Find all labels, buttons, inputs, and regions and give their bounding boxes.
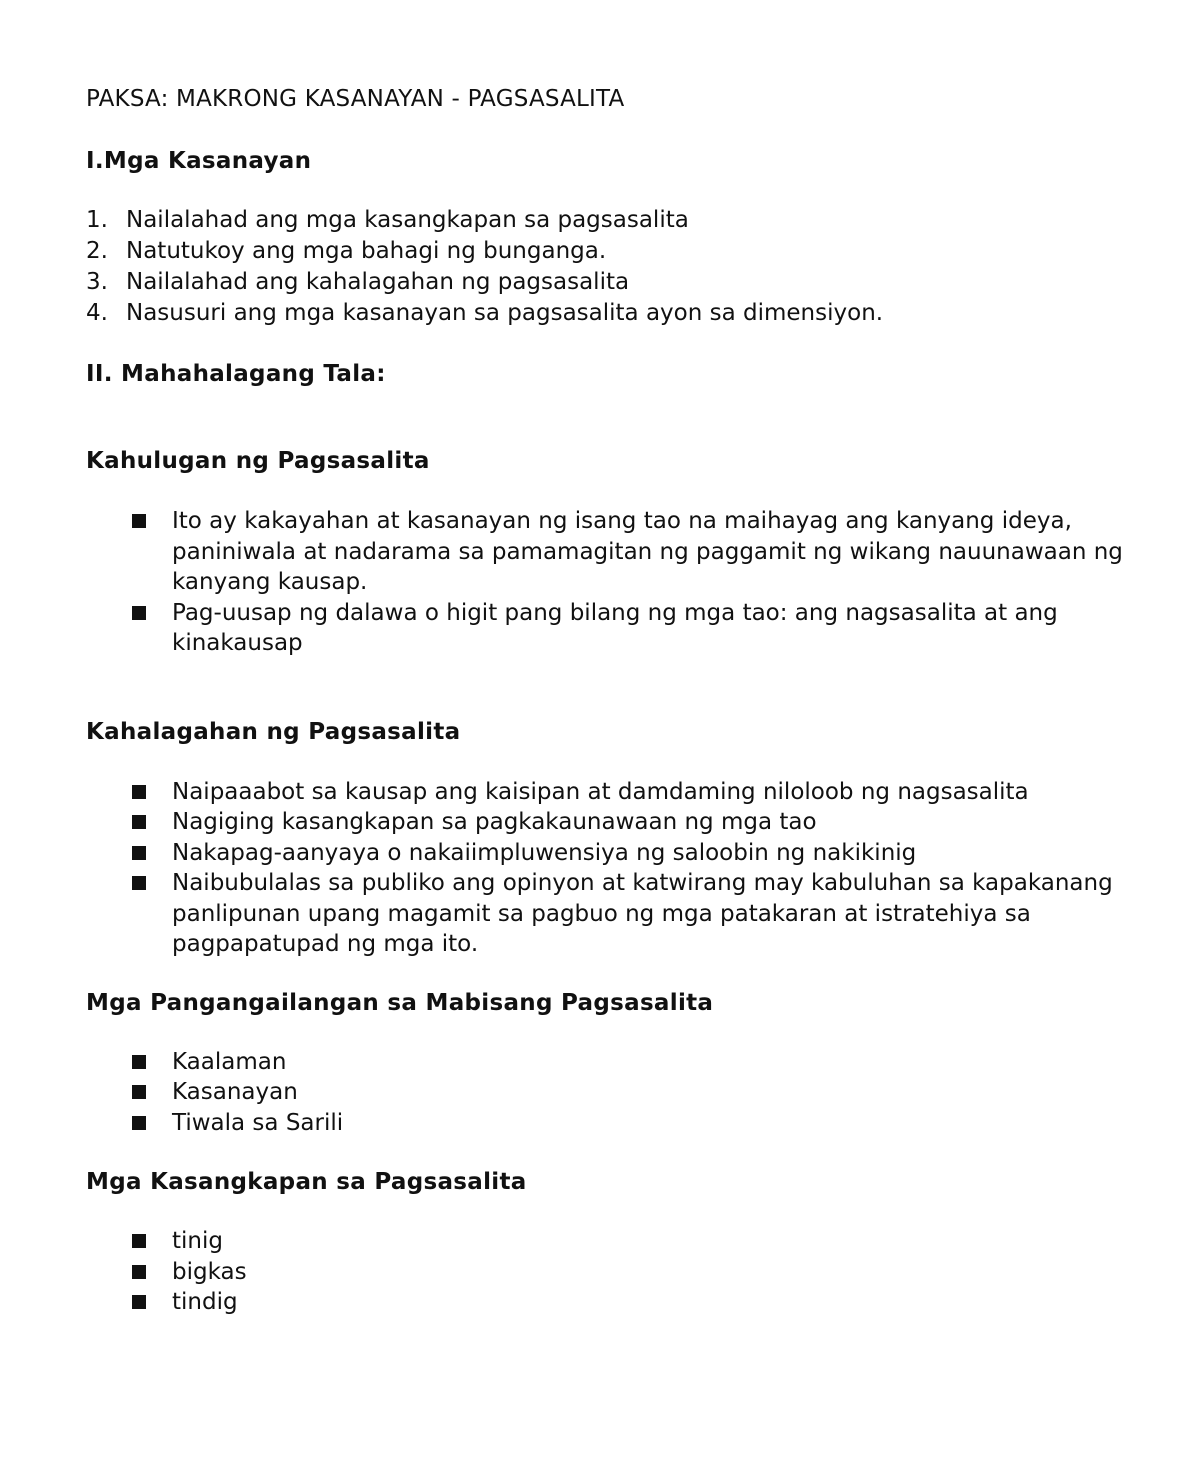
square-bullet-icon bbox=[130, 1047, 172, 1077]
square-bullet-icon bbox=[130, 1257, 172, 1287]
list-text: bigkas bbox=[172, 1258, 247, 1285]
list-text: Nasusuri ang mga kasanayan sa pagsasalita ayon sa dimensiyon. bbox=[126, 300, 884, 326]
section-heading-mahahalagang-tala: II. Mahahalagang Tala: bbox=[86, 361, 386, 387]
list-number: 1. bbox=[86, 207, 108, 233]
square-bullet-icon bbox=[130, 868, 172, 898]
square-bullet-icon bbox=[130, 598, 172, 628]
section-heading-kasanayan: I.Mga Kasanayan bbox=[86, 148, 312, 174]
section-heading-kahalagahan: Kahalagahan ng Pagsasalita bbox=[86, 718, 461, 745]
bullet-list-kahulugan bbox=[86, 506, 1126, 659]
list-text: Ito ay kakayahan at kasanayan ng isang tao na maihayag ang kanyang ideya, paniniwala at nadarama sa pamamagitan ng paggamit ng wikang nauunawaan ng kanyang kausap. bbox=[172, 508, 1123, 595]
square-bullet-icon bbox=[130, 1226, 172, 1256]
bullet-list-pangangailangan bbox=[86, 1047, 1126, 1139]
list-text: Kasanayan bbox=[172, 1079, 298, 1105]
list-text: Nailalahad ang kahalagahan ng pagsasalita bbox=[126, 269, 630, 295]
list-item bbox=[130, 506, 1126, 598]
list-item bbox=[130, 1047, 1126, 1078]
list-text: Pag-uusap ng dalawa o higit pang bilang ng mga tao: ang nagsasalita at ang kinakausap bbox=[172, 599, 1058, 656]
list-number: 4. bbox=[86, 300, 108, 326]
page-title: PAKSA: MAKRONG KASANAYAN - PAGSASALITA bbox=[86, 86, 625, 112]
list-item bbox=[130, 807, 1126, 838]
list-item bbox=[130, 1257, 1126, 1288]
list-text: Kaalaman bbox=[172, 1048, 287, 1075]
square-bullet-icon bbox=[130, 1077, 172, 1107]
list-item bbox=[130, 1077, 1126, 1108]
square-bullet-icon bbox=[130, 838, 172, 868]
list-item bbox=[130, 1287, 1126, 1318]
square-bullet-icon bbox=[130, 1287, 172, 1317]
list-text: Naibubulalas sa publiko ang opinyon at katwirang may kabuluhan sa kapakanang panlipunan upang magamit sa pagbuo ng mga patakaran at istratehiya sa pagpapatupad ng mga ito. bbox=[172, 870, 1113, 957]
document-page bbox=[86, 84, 1126, 1318]
list-item bbox=[130, 1108, 1126, 1139]
square-bullet-icon bbox=[130, 777, 172, 807]
list-item bbox=[130, 1226, 1126, 1257]
list-item bbox=[86, 205, 1126, 236]
section-heading-pangangailangan: Mga Pangangailangan sa Mabisang Pagsasalita bbox=[86, 989, 714, 1016]
list-item bbox=[130, 868, 1126, 960]
list-item bbox=[86, 267, 1126, 298]
section-heading-kahulugan: Kahulugan ng Pagsasalita bbox=[86, 448, 430, 474]
list-text: Tiwala sa Sarili bbox=[172, 1109, 344, 1136]
square-bullet-icon bbox=[130, 807, 172, 837]
list-text: tindig bbox=[172, 1289, 238, 1315]
list-item bbox=[86, 236, 1126, 267]
list-text: tinig bbox=[172, 1228, 223, 1254]
list-number: 2. bbox=[86, 238, 108, 264]
list-item bbox=[86, 298, 1126, 329]
bullet-list-kahalagahan bbox=[86, 777, 1126, 960]
list-text: Naipaaabot sa kausap ang kaisipan at damdaming niloloob ng nagsasalita bbox=[172, 778, 1029, 805]
list-text: Nagiging kasangkapan sa pagkakaunawaan ng mga tao bbox=[172, 809, 817, 835]
list-item bbox=[130, 838, 1126, 869]
square-bullet-icon bbox=[130, 1108, 172, 1138]
bullet-list-kasangkapan bbox=[86, 1226, 1126, 1318]
list-number: 3. bbox=[86, 269, 108, 295]
section-heading-kasangkapan: Mga Kasangkapan sa Pagsasalita bbox=[86, 1169, 527, 1195]
list-item bbox=[130, 777, 1126, 808]
numbered-list-kasanayan bbox=[86, 205, 1126, 329]
list-item bbox=[130, 598, 1126, 659]
square-bullet-icon bbox=[130, 506, 172, 536]
list-text: Natutukoy ang mga bahagi ng bunganga. bbox=[126, 238, 607, 264]
list-text: Nailalahad ang mga kasangkapan sa pagsasalita bbox=[126, 207, 689, 233]
list-text: Nakapag-aanyaya o nakaiimpluwensiya ng saloobin ng nakikinig bbox=[172, 839, 917, 866]
